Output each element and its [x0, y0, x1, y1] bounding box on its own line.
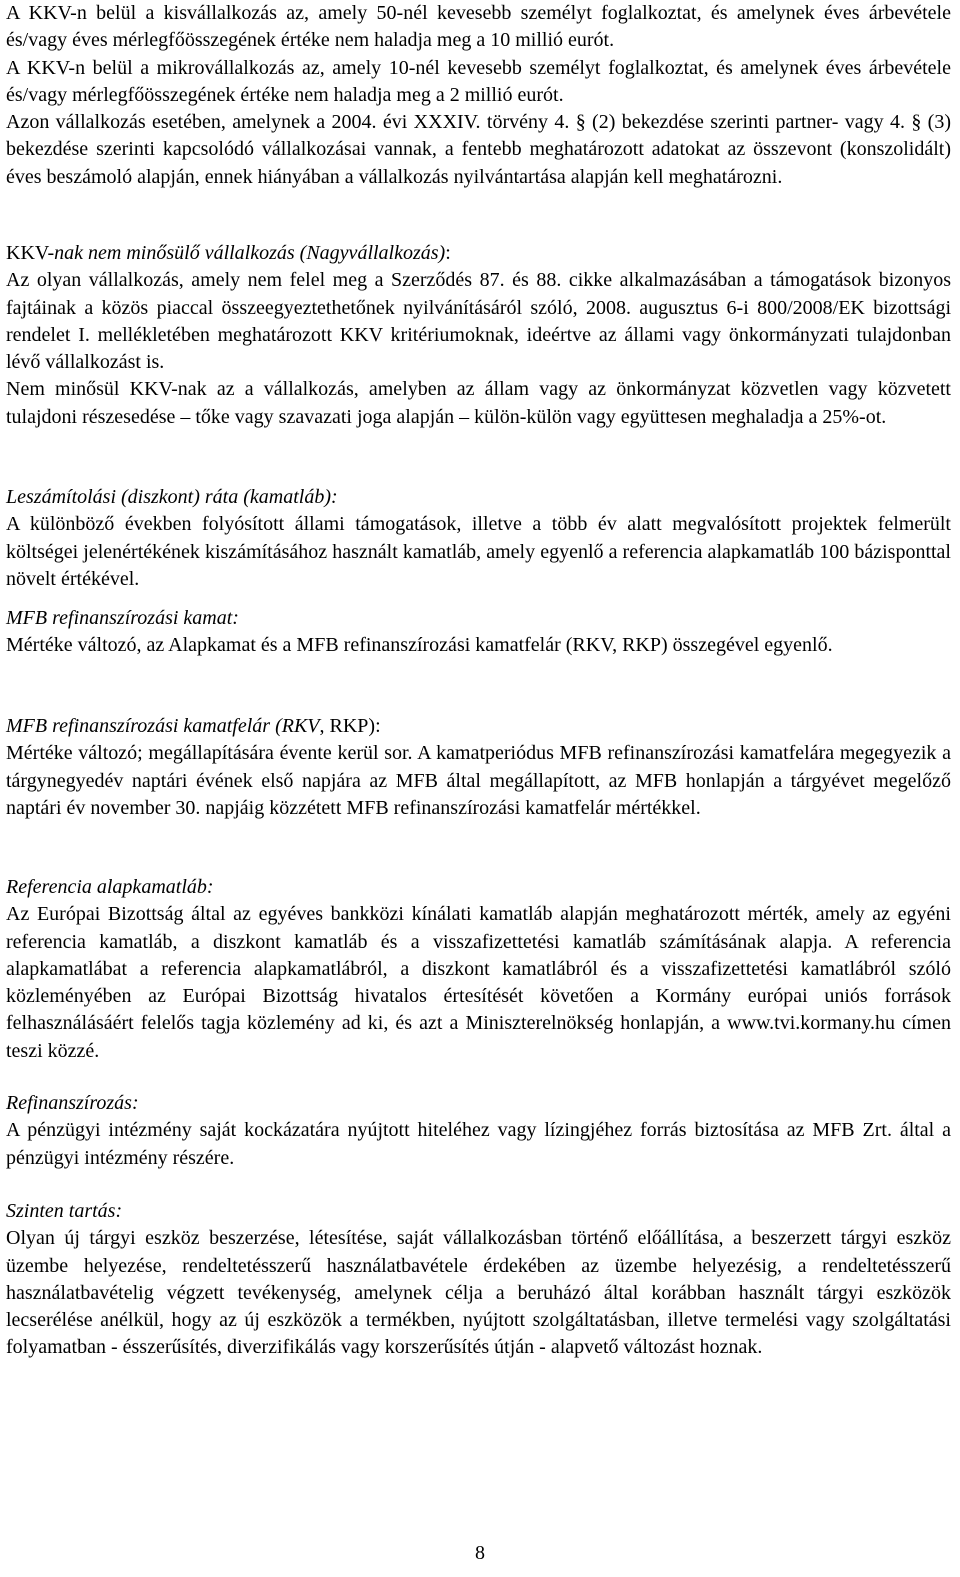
- heading-prefix: KKV-: [6, 242, 55, 264]
- section-heading: MFB refinanszírozási kamat:: [6, 607, 239, 629]
- mikrovallalkozas-paragraph: A KKV-n belül a mikrovállalkozás az, amely 10-nél kevesebb személyt foglalkoztat, és amelynek éves árbevétele és/vagy mérlegfőösszegének értéke nem haladja meg a 2 millió eurót.: [6, 56, 951, 106]
- section-body: Mértéke változó, az Alapkamat és a MFB refinanszírozási kamatfelár (RKV, RKP) összegével egyenlő.: [6, 634, 833, 657]
- nem-minosul-kkv-paragraph: Nem minősül KKV-nak az a vállalkozás, amelyben az állam vagy az önkormányzat közvetlen vagy közvetett tulajdoni részesedése – tőke vagy szavazati joga alapján – külön-külön vagy együttesen meghaladja a 25%-ot.: [6, 378, 951, 428]
- heading-suffix: :: [445, 242, 451, 264]
- section-heading: [6, 240, 951, 267]
- kapcsolodo-vallalkozas-paragraph: Azon vállalkozás esetében, amelynek a 2004. évi XXXIV. törvény 4. § (2) bekezdése szerinti partner- vagy 4. § (3) bekezdése szerinti kapcsolódó vállalkozásai vannak, a fentebb meghatározott adatokat az összevont (konszolidált) éves beszámoló alapján, ennek hiányában a vállalkozás nyilvántartása alapján kell meghatározni.: [6, 111, 951, 188]
- section-refinanszirozas: [6, 1090, 951, 1172]
- section-heading: Referencia alapkamatláb:: [6, 876, 214, 898]
- kkv-size-definitions: [6, 0, 951, 191]
- section-heading: Refinanszírozás:: [6, 1092, 139, 1114]
- heading-italic: nak nem minősülő vállalkozás (Nagyvállalkozás): [54, 242, 446, 264]
- page-number: 8: [475, 1542, 485, 1564]
- section-mfb-refinanszirozasi-kamat: [6, 605, 951, 660]
- heading-plain: , RKP):: [319, 715, 381, 737]
- section-heading: Leszámítolási (diszkont) ráta (kamatláb):: [6, 486, 338, 508]
- section-body: A pénzügyi intézmény saját kockázatára nyújtott hiteléhez vagy lízingjéhez forrás biztosítása az MFB Zrt. által a pénzügyi intézmény részére.: [6, 1119, 951, 1169]
- section-referencia-alapkamatlab: [6, 874, 951, 1065]
- kisvallalkozas-paragraph: A KKV-n belül a kisvállalkozás az, amely 50-nél kevesebb személyt foglalkoztat, és amelynek éves árbevétele és/vagy éves mérlegfőösszegének értéke nem haladja meg a 10 millió eurót.: [6, 2, 951, 52]
- section-body: A különböző években folyósított állami támogatások, illetve a több év alatt megvalósított projektek felmerült költségei jelenértékének kiszámításához használt kamatláb, amely egyenlő a referencia alapkamatláb 100 bázisponttal növelt értékével.: [6, 513, 951, 590]
- section-leszamitolasi-rata: [6, 484, 951, 593]
- section-heading: [6, 713, 951, 740]
- section-body: Az Európai Bizottság által az egyéves bankközi kínálati kamatláb alapján meghatározott mérték, amely az egyéni referencia kamatláb, a diszkont kamatláb és a visszafizettetési kamatláb számításának alapja. A referencia alapkamatlábat a referencia alapkamatlábról, a diszkont kamatlábról és a visszafizettetési kamatlábról szóló közleményében az Európai Bizottság hivatalos értesítését követően a Kormány európai uniós források felhasználásáért felelős tagja közlemény ad ki, és azt a Miniszterelnökség honlapján, a www.tvi.kormany.hu címen teszi közzé.: [6, 903, 951, 1062]
- section-nagyvallalkozas: [6, 240, 951, 431]
- section-szinten-tartas: [6, 1198, 951, 1362]
- nagyvallalkozas-definition: Az olyan vállalkozás, amely nem felel meg a Szerződés 87. és 88. cikke alkalmazásában a támogatások bizonyos fajtáinak a közös piaccal összeegyeztethetőnek nyilvánításáról szóló, 2008. augusztus 6-i 800/2008/EK bizottsági rendelet I. mellékletében meghatározott KKV kritériumoknak, ideértve az állami vagy önkormányzati tulajdonban lévő vállalkozást is.: [6, 269, 951, 374]
- section-mfb-kamatfelar: [6, 713, 951, 822]
- heading-italic: MFB refinanszírozási kamatfelár (RKV: [6, 715, 320, 737]
- section-body: Olyan új tárgyi eszköz beszerzése, létesítése, saját vállalkozásban történő előállítása, a beszerzett tárgyi eszköz üzembe helyezése, rendeltetésszerű használatbavétele érdekében az üzembe helyezésig, a rendeltetésszerű használatbavételig végzett tevékenység, amelynek célja a beruházó által korábban használt tárgyi eszközök lecserélése anélkül, hogy az új eszközök a termékben, nyújtott szolgáltatásban, illetve termelési vagy szolgáltatási folyamatban - ésszerűsítés, diverzifikálás vagy korszerűsítés útján - alapvető változást hoznak.: [6, 1227, 951, 1359]
- section-body: Mértéke változó; megállapítására évente kerül sor. A kamatperiódus MFB refinanszírozási kamatfelára megegyezik a tárgynegyedév naptári évének első napjára az MFB által megállapított, az MFB honlapján a tárgyévet megelőző naptári év november 30. napjáig közzétett MFB refinanszírozási kamatfelár mértékkel.: [6, 742, 951, 819]
- section-heading: Szinten tartás:: [6, 1200, 123, 1222]
